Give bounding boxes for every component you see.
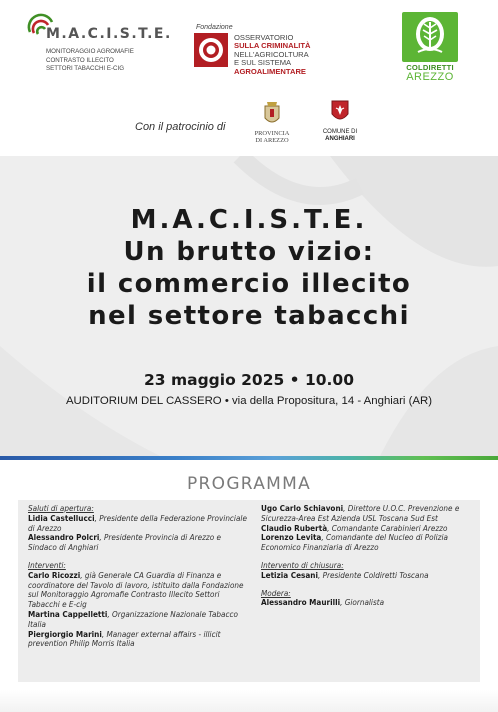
comune-crest-icon	[329, 98, 351, 126]
header	[0, 0, 498, 156]
speaker-entry: Ugo Carlo Schiavoni, Direttore U.O.C. Prevenzione e Sicurezza-Area Est Azienda USL Toscana Sud Est	[261, 503, 460, 523]
programma-heading: PROGRAMMA	[186, 474, 312, 494]
wheat-icon	[402, 12, 458, 62]
title-line-3: il commercio illecito	[86, 269, 412, 299]
comune-line1: COMUNE DI	[322, 129, 358, 135]
provincia-logo	[252, 100, 292, 144]
comune-logo	[320, 98, 360, 143]
patrocinio-label: Con il patrocinio di	[135, 121, 226, 133]
event-date: 23 maggio 2025 • 10.00	[144, 371, 354, 389]
speaker-entry: Lidia Castellucci, Presidente della Federazione Provinciale di Arezzo	[28, 512, 247, 533]
section-chiusura: Intervento di chiusura:	[261, 559, 344, 570]
programma-left-column	[28, 504, 250, 649]
osservatorio-emblem-icon	[194, 33, 228, 67]
coldiretti-name: COLDIRETTI	[406, 63, 454, 72]
comune-line2: ANGHIARI	[325, 136, 355, 142]
color-strip	[0, 456, 498, 460]
speaker-entry: Claudio Rubertà, Comandante Carabinieri Arezzo	[261, 522, 448, 533]
title-line-2: Un brutto vizio:	[123, 237, 375, 267]
speaker-entry: Piergiorgio Marini, Manager external affairs - illicit prevention Philip Morris Italia	[28, 628, 221, 649]
maciste-subtitle: MONITORAGGIO AGROMAFIE CONTRASTO ILLECITO SETTORI TABACCHI E-CIG	[46, 48, 134, 72]
event-title	[0, 204, 498, 332]
provincia-line1: PROVINCIA	[254, 130, 290, 137]
speaker-entry: Alessandro Polcri, Presidente Provincia di Arezzo e Sindaco di Anghiari	[28, 532, 221, 553]
maciste-logo	[26, 12, 176, 74]
maciste-name: M.A.C.I.S.T.E.	[46, 26, 172, 42]
programma-box	[18, 500, 480, 682]
venue-name: AUDITORIUM DEL CASSERO	[65, 395, 222, 407]
programma-right-column	[261, 504, 475, 608]
provincia-crest-icon	[261, 100, 283, 128]
speaker-entry: Martina Cappelletti, Organizzazione Nazionale Tabacco Italia	[28, 608, 238, 629]
section-modera: Modera:	[261, 587, 291, 598]
title-line-4: nel settore tabacchi	[88, 301, 410, 331]
speaker-entry: Carlo Ricozzi, già Generale CA Guardia di Finanza e coordinatore del Tavolo di lavoro, istituito dalla Fondazione sul Monitoraggio Agromafie Contrasto Illecito Settori Tabacchi e E-cig	[28, 569, 244, 610]
speaker-entry: Lorenzo Levita, Comandante del Nucleo di Polizia Economico Finanziaria di Arezzo	[261, 532, 448, 553]
coldiretti-city: AREZZO	[406, 71, 454, 83]
provincia-line2: DI AREZZO	[255, 137, 289, 145]
venue-address: • via della Propositura, 14 - Anghiari (AR)	[221, 395, 433, 407]
title-line-1: M.A.C.I.S.T.E.	[130, 205, 368, 235]
speaker-entry: Letizia Cesani, Presidente Coldiretti Toscana	[261, 569, 429, 580]
footer-shade	[0, 690, 498, 712]
osservatorio-pre: Fondazione	[196, 24, 233, 31]
event-venue	[0, 395, 498, 407]
osservatorio-text: OSSERVATORIO SULLA CRIMINALITÀ NELL'AGRICOLTURA E SUL SISTEMA AGROALIMENTARE	[234, 33, 311, 76]
osservatorio-logo	[194, 24, 354, 76]
section-interventi: Interventi:	[28, 559, 66, 570]
section-saluti: Saluti di apertura:	[28, 503, 94, 513]
coldiretti-logo	[402, 12, 458, 82]
coldiretti-emblem	[402, 12, 458, 62]
speaker-entry: Alessandro Maurilli, Giornalista	[261, 597, 385, 608]
title-band	[0, 156, 498, 456]
